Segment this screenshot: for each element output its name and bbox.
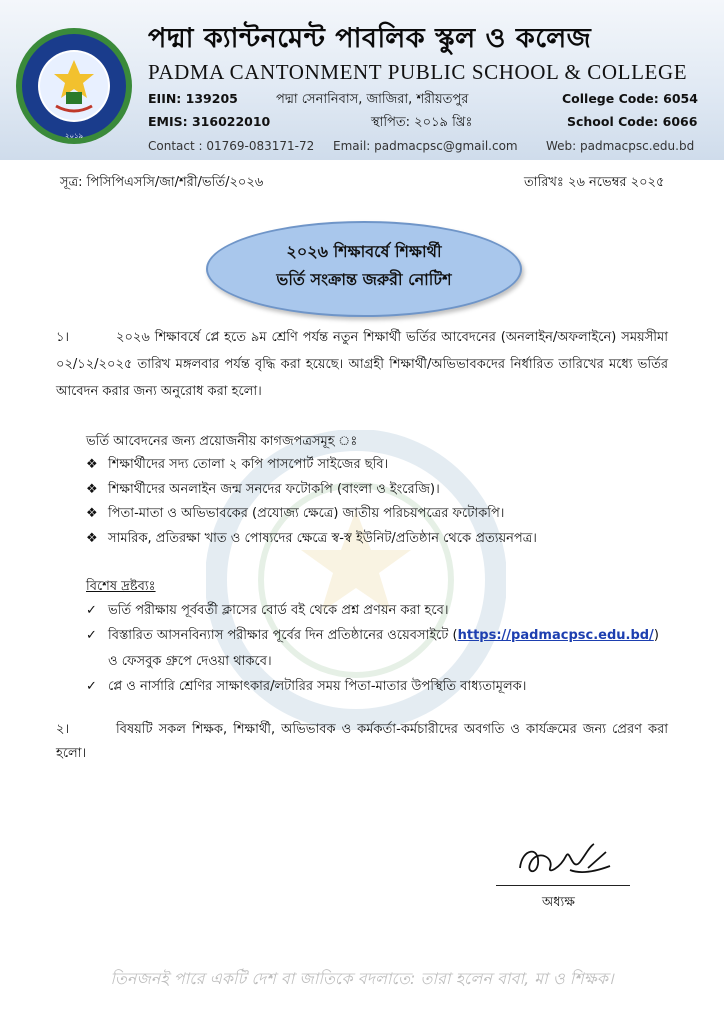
diamond-bullet-icon: ❖ [86,506,98,521]
checkmark-icon: ✓ [86,603,97,618]
list-item: ❖ সামরিক, প্রতিরক্ষা খাত ও পোষ্যদের ক্ষেত্রে স্ব-স্ব ইউনিট/প্রতিষ্ঠান থেকে প্রত্যয়নপত্র। [86,531,537,546]
established: স্থাপিত: ২০১৯ খ্রিঃ [371,115,473,130]
notes-item2-continued: ও ফেসবুক গ্রুপে দেওয়া থাকবে। [108,654,272,669]
paragraph-1-number: ১। [56,330,70,345]
checkmark-icon: ✓ [86,628,97,643]
paragraph-2-number: ২। [56,722,70,737]
contact-phone: Contact : 01769-083171-72 [148,139,315,153]
notice-date: তারিখঃ ২৬ নভেম্বর ২০২৫ [524,175,665,190]
list-item: ✓ ভর্তি পরীক্ষায় পূর্ববর্তী ক্লাসের বোর্ড বই থেকে প্রশ্ন প্রণয়ন করা হবে। [86,603,449,618]
signatory-title: অধ্যক্ষ [542,895,575,910]
emis: EMIS: 316022010 [148,114,271,129]
list-item: ✓ বিস্তারিত আসনবিন্যাস পরীক্ষার পূর্বের দিন প্রতিষ্ঠানের ওয়েবসাইটে (https://padmacpsc.edu.bd/) [86,628,659,643]
website-link[interactable]: https://padmacpsc.edu.bd/ [457,628,654,643]
paragraph-1-text: ২০২৬ শিক্ষাবর্ষে প্লে হতে ৯ম শ্রেণি পর্যন্ত নতুন শিক্ষার্থী ভর্তির আবেদনের (অনলাইন/অফলাইনে) সময়সীমা ০২/১২/২০২৫ তারিখ মঙ্গলবার পর্যন্ত বৃদ্ধি করা হয়েছে। আগ্রহী শিক্ষার্থী/অভিভাবকদের নির্ধারিত তারিখের মধ্যে ভর্তির আবেদন করার জন্য অনুরোধ করা হলো। [56,330,668,399]
memo-number: সূত্র: পিসিপিএসসি/জা/শরী/ভর্তি/২০২৬ [60,175,264,190]
list-item: ✓ প্লে ও নার্সারি শ্রেণির সাক্ষাৎকার/লটারির সময় পিতা-মাতার উপস্থিতি বাধ্যতামূলক। [86,679,527,694]
notice-title-box [206,221,522,317]
college-code: College Code: 6054 [562,91,698,106]
school-code: School Code: 6066 [567,114,698,129]
paragraph-2-text: বিষয়টি সকল শিক্ষক, শিক্ষার্থী, অভিভাবক ও কর্মকর্তা-কর্মচারীদের অবগতি ও কার্যক্রমের জন্য প্রেরণ করা হলো। [56,722,668,761]
diamond-bullet-icon: ❖ [86,457,98,472]
list-item: ❖ শিক্ষার্থীদের সদ্য তোলা ২ কপি পাসপোর্ট সাইজের ছবি। [86,457,389,472]
paragraph-2 [56,718,668,766]
signature-line [496,885,630,886]
notes-heading: বিশেষ দ্রষ্টব্যঃ [86,579,156,594]
eiin: EIIN: 139205 [148,91,238,106]
list-item: ❖ শিক্ষার্থীদের অনলাইন জন্ম সনদের ফটোকপি (বাংলা ও ইংরেজি)। [86,482,440,497]
school-name-bangla: পদ্মা ক্যান্টনমেন্ট পাবলিক স্কুল ও কলেজ [148,23,592,54]
notice-title-line2: ভর্তি সংক্রান্ত জরুরী নোটিশ [276,270,452,289]
list-item: ❖ পিতা-মাতা ও অভিভাবকের (প্রযোজ্য ক্ষেত্রে) জাতীয় পরিচয়পত্রের ফটোকপি। [86,506,505,521]
letterhead [0,0,724,160]
notice-title-line1: ২০২৬ শিক্ষাবর্ষে শিক্ষার্থী [286,242,442,261]
diamond-bullet-icon: ❖ [86,482,98,497]
diamond-bullet-icon: ❖ [86,531,98,546]
svg-text:২০১৯: ২০১৯ [64,132,84,140]
principal-signature-icon [510,838,620,884]
address: পদ্মা সেনানিবাস, জাজিরা, শরীয়তপুর [276,92,469,107]
footer-motto: তিনজনই পারে একটি দেশ বা জাতিকে বদলাতে: তারা হলেন বাবা, মা ও শিক্ষক। [110,969,614,988]
checkmark-icon: ✓ [86,679,97,694]
documents-heading: ভর্তি আবেদনের জন্য প্রয়োজনীয় কাগজপত্রসমূহ ঃ [86,434,358,449]
school-logo-icon [14,26,134,146]
contact-web: Web: padmacpsc.edu.bd [546,139,695,153]
contact-email: Email: padmacpsc@gmail.com [333,139,518,153]
school-name-english: PADMA CANTONMENT PUBLIC SCHOOL & COLLEGE [148,60,688,84]
paragraph-1 [56,324,668,405]
